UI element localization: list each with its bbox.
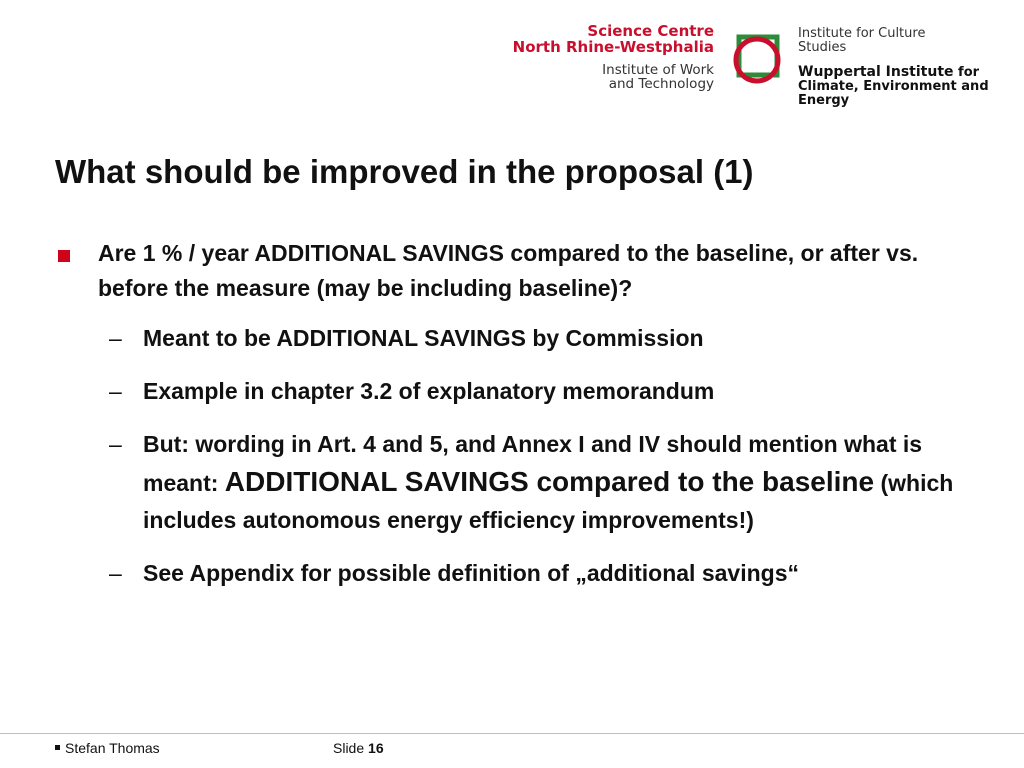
slide-label: Slide [333, 740, 365, 756]
dash-bullet-icon: – [109, 378, 122, 404]
culture-line2: Studies [798, 40, 847, 56]
wuppertal-for: for [958, 64, 980, 80]
sub-bullet-1 [58, 320, 978, 357]
slide-body [58, 236, 978, 592]
square-bullet-icon [55, 745, 60, 750]
iat-line1: Institute of Work [602, 61, 714, 78]
culture-line1: Institute for Culture [798, 26, 926, 41]
sub-bullet-3 [58, 426, 978, 539]
bullet-text-1: Are 1 % / year ADDITIONAL SAVINGS compared to the baseline, or after vs. before the measure (may be including baseline)? [98, 240, 919, 301]
wuppertal-line3: Energy [798, 93, 850, 109]
science-centre-emblem-icon [731, 34, 783, 86]
wuppertal-line1: Wuppertal Institute [798, 63, 954, 80]
science-centre-line2: North Rhine-Westphalia [512, 37, 714, 56]
sub-bullet-emphasis: ADDITIONAL SAVINGS compared to the baseline [224, 466, 875, 497]
slide-number: 16 [368, 740, 384, 756]
dash-bullet-icon: – [109, 560, 122, 586]
iat-line2: and Technology [608, 75, 714, 92]
science-centre-line1: Science Centre [587, 22, 714, 40]
wuppertal-logo-text [798, 65, 989, 109]
author-name: Stefan Thomas [65, 740, 160, 756]
dash-bullet-icon: – [109, 325, 122, 351]
footer-slide-number [333, 740, 384, 756]
sub-bullet-text-1: Meant to be ADDITIONAL SAVINGS by Commission [143, 325, 704, 351]
page-title: What should be improved in the proposal (1) [55, 153, 754, 190]
square-bullet-icon [58, 250, 70, 262]
sub-bullet-text-4: See Appendix for possible definition of „additional savings“ [143, 560, 799, 586]
sub-bullet-text-2: Example in chapter 3.2 of explanatory memorandum [143, 378, 715, 404]
science-centre-logo [513, 24, 714, 91]
institutes-logo [798, 27, 989, 109]
footer-divider [0, 733, 1024, 734]
sub-bullet-2 [58, 373, 978, 410]
sub-bullet-text-3a: But: wording in Art. 4 and 5, and Annex I and IV should mention what is meant: [143, 431, 923, 496]
sub-bullet-text-3c: (which includes autonomous energy efficiency improvements!) [143, 470, 954, 533]
dash-bullet-icon: – [109, 431, 122, 457]
sub-bullet-4 [58, 555, 978, 592]
footer-author [55, 740, 160, 756]
wuppertal-line2: Climate, Environment and [798, 78, 989, 94]
bullet-item-1 [58, 236, 978, 306]
